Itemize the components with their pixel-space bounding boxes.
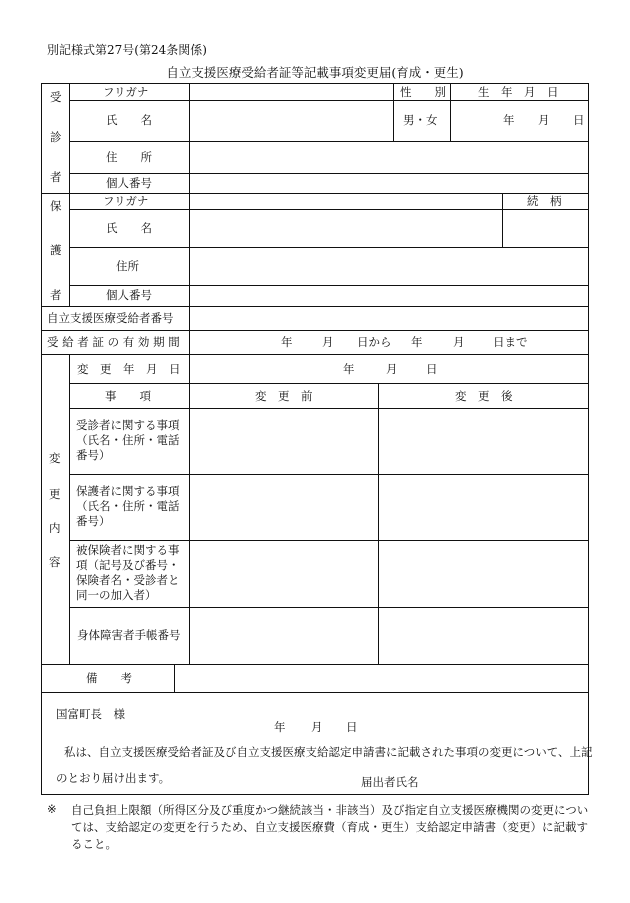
patient-id-number-label: 個人番号 <box>106 176 152 190</box>
addressee: 国富町長 様 <box>56 707 125 721</box>
column-after-header: 変 更 後 <box>455 389 513 403</box>
dob-label: 生 年 月 日 <box>478 85 559 99</box>
declaration-text: 私は、自立支援医療受給者証及び自立支援医療支給認定申請書に記載された事項の変更について、上記のとおり届け出ます。 <box>56 745 593 785</box>
validity-start-day: 日から <box>357 335 392 349</box>
guardian-furigana-label: フリガナ <box>103 194 149 208</box>
change-section-char-4: 容 <box>49 555 61 569</box>
change-row-guardian: 保護者に関する事項（氏名・住所・電話番号） <box>76 484 180 528</box>
form-reference: 別記様式第27号(第24条関係) <box>47 43 207 57</box>
change-row-patient: 受診者に関する事項（氏名・住所・電話番号） <box>76 418 180 462</box>
dob-year: 年 <box>503 113 515 127</box>
validity-end-day: 日まで <box>493 335 528 349</box>
submission-day: 日 <box>346 720 358 734</box>
guardian-name-label: 氏 名 <box>106 221 152 235</box>
note-mark: ※ <box>47 802 57 816</box>
guardian-id-number-label: 個人番号 <box>106 288 152 302</box>
gender-options: 男・女 <box>403 113 438 127</box>
guardian-address-label: 住所 <box>116 259 139 273</box>
change-date-year: 年 <box>343 362 355 376</box>
change-section-char-2: 更 <box>49 487 61 501</box>
dob-month: 月 <box>538 113 550 127</box>
validity-label: 受 給 者 証 の 有 効 期 間 <box>47 335 180 349</box>
change-date-month: 月 <box>386 362 398 376</box>
submission-year: 年 <box>274 720 286 734</box>
recipient-number-label: 自立支援医療受給者番号 <box>47 311 174 325</box>
guardian-relation-label: 続 柄 <box>527 194 562 208</box>
validity-start-year: 年 <box>281 335 293 349</box>
change-date-label: 変 更 年 月 日 <box>77 362 181 376</box>
change-date-day: 日 <box>426 362 438 376</box>
validity-start-month: 月 <box>322 335 334 349</box>
column-before-header: 変 更 前 <box>255 389 313 403</box>
submitter-name-label: 届出者氏名 <box>361 775 419 789</box>
column-item-header: 事 項 <box>105 389 151 403</box>
remarks-label: 備 考 <box>86 671 132 685</box>
change-row-insured: 被保険者に関する事項（記号及び番号・保険者名・受診者と同一の加入者） <box>76 543 180 602</box>
patient-furigana-label: フリガナ <box>103 85 149 99</box>
patient-address-label: 住 所 <box>106 150 152 164</box>
change-section-char-3: 内 <box>49 521 61 535</box>
guardian-section-char-2: 護 <box>50 243 62 257</box>
validity-end-year: 年 <box>411 335 423 349</box>
guardian-section-char-3: 者 <box>50 288 62 302</box>
gender-label: 性 別 <box>400 85 446 99</box>
change-section-char-1: 変 <box>49 451 61 465</box>
patient-section-char-2: 診 <box>50 130 62 144</box>
patient-section-char-3: 者 <box>50 170 62 184</box>
change-row-disability-handbook: 身体障害者手帳番号 <box>77 628 181 642</box>
submission-month: 月 <box>311 720 323 734</box>
note-text: 自己負担上限額（所得区分及び重度かつ継続該当・非該当）及び指定自立支援医療機関の変更については、支給認定の変更を行うため、自立支援医療費（育成・更生）支給認定申請書（変更）に記載すること。 <box>71 803 589 851</box>
dob-day: 日 <box>573 113 585 127</box>
patient-section-char-1: 受 <box>50 90 62 104</box>
form-title: 自立支援医療受給者証等記載事項変更届(育成・更生) <box>166 65 464 80</box>
guardian-section-char-1: 保 <box>50 199 62 213</box>
validity-end-month: 月 <box>453 335 465 349</box>
patient-name-label: 氏 名 <box>106 113 152 127</box>
